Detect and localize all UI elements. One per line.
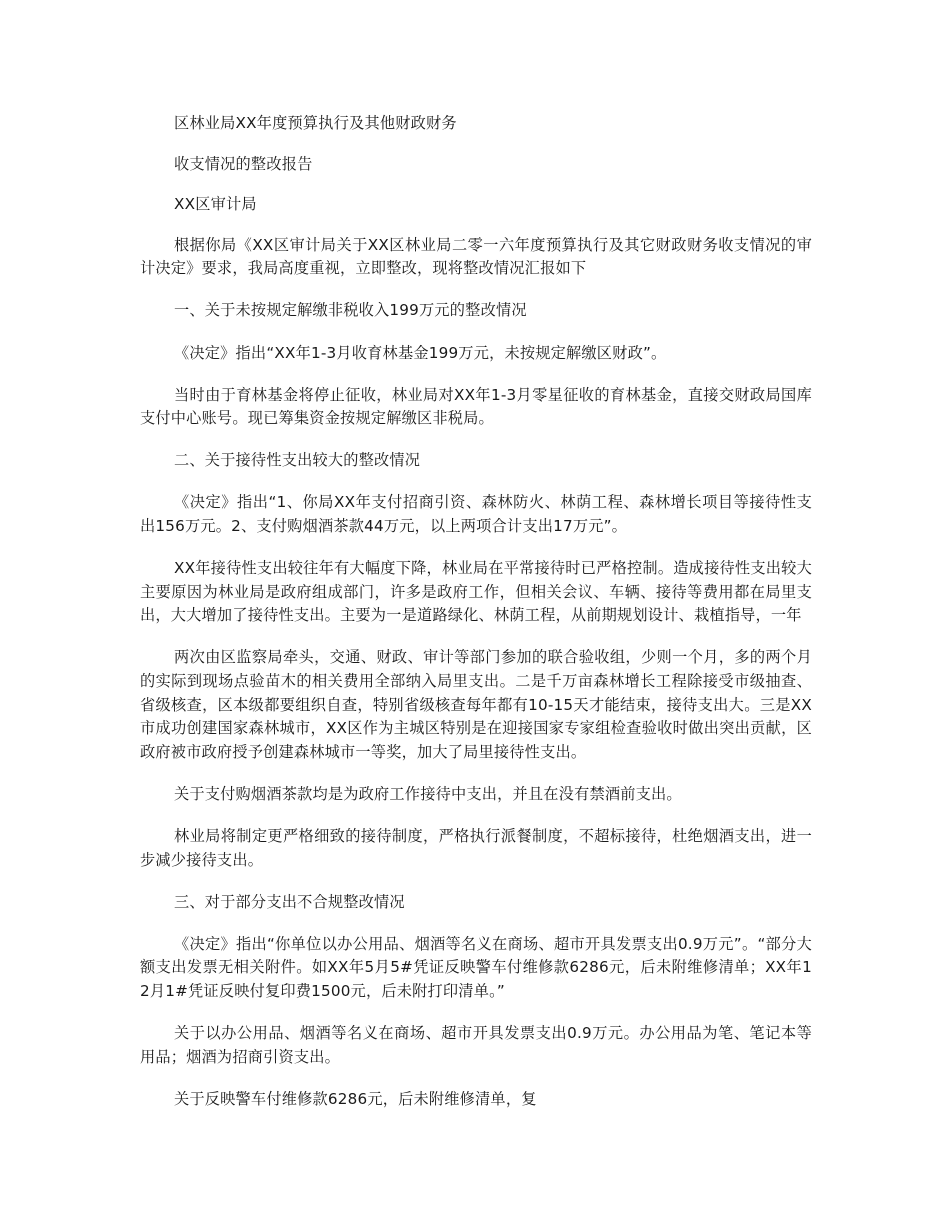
paragraph: 《决定》指出“1、你局XX年支付招商引资、森林防火、林荫工程、森林增长项目等接待性支出156万元。2、支付购烟酒茶款44万元，以上两项合计支出17万元”。 <box>140 493 812 536</box>
document-page <box>140 112 812 1130</box>
paragraph: 《决定》指出“你单位以办公用品、烟酒等名义在商场、超市开具发票支出0.9万元”。“部分大额支出发票无相关附件。如XX年5月5#凭证反映警车付维修款6286元，后未附维修清单；XX年12月1#凭证反映付复印费1500元，后未附打印清单。” <box>140 934 812 1000</box>
paragraph: 两次由区监察局牵头，交通、财政、审计等部门参加的联合验收组，少则一个月，多的两个月的实际到现场点验苗木的相关费用全部纳入局里支出。二是千万亩森林增长工程除接受市级抽查、省级核查，区本级都要组织自查，特别省级核查每年都有10-15天才能结束，接待支出大。三是XX市成功创建国家森林城市，XX区作为主城区特别是在迎接国家专家组检查验收时做出突出贡献，区政府被市政府授予创建森林城市一等奖，加大了局里接待性支出。 <box>140 648 812 761</box>
document-title-line-1: 区林业局XX年度预算执行及其他财政财务 <box>174 114 457 132</box>
paragraph: 林业局将制定更严格细致的接待制度，严格执行派餐制度，不超标接待，杜绝烟酒支出，进一步减少接待支出。 <box>140 826 812 869</box>
section-heading-1: 一、关于未按规定解缴非税收入199万元的整改情况 <box>174 301 527 320</box>
paragraph: 关于反映警车付维修款6286元，后未附维修清单，复 <box>174 1089 537 1108</box>
document-title-line-2: 收支情况的整改报告 <box>174 154 313 173</box>
paragraph: 《决定》指出“XX年1-3月收育林基金199万元，未按规定解缴区财政”。 <box>174 343 667 362</box>
paragraph-intro: 根据你局《XX区审计局关于XX区林业局二零一六年度预算执行及其它财政财务收支情况的审计决定》要求，我局高度重视，立即整改，现将整改情况汇报如下 <box>140 235 812 278</box>
section-heading-2: 二、关于接待性支出较大的整改情况 <box>174 451 421 470</box>
paragraph: 关于支付购烟酒茶款均是为政府工作接待中支出，并且在没有禁酒前支出。 <box>174 784 682 803</box>
recipient: XX区审计局 <box>174 195 257 214</box>
paragraph: 关于以办公用品、烟酒等名义在商场、超市开具发票支出0.9万元。办公用品为笔、笔记本等用品；烟酒为招商引资支出。 <box>140 1024 812 1066</box>
paragraph: XX年接待性支出较往年有大幅度下降，林业局在平常接待时已严格控制。造成接待性支出较大主要原因为林业局是政府组成部门，许多是政府工作，但相关会议、车辆、接待等费用都在局里支出，大大增加了接待性支出。主要为一是道路绿化、林荫工程，从前期规划设计、栽植指导，一年 <box>140 559 812 625</box>
paragraph: 当时由于育林基金将停止征收，林业局对XX年1-3月零星征收的育林基金，直接交财政局国库支付中心账号。现已筹集资金按规定解缴区非税局。 <box>140 385 812 428</box>
section-heading-3: 三、对于部分支出不合规整改情况 <box>174 892 405 911</box>
